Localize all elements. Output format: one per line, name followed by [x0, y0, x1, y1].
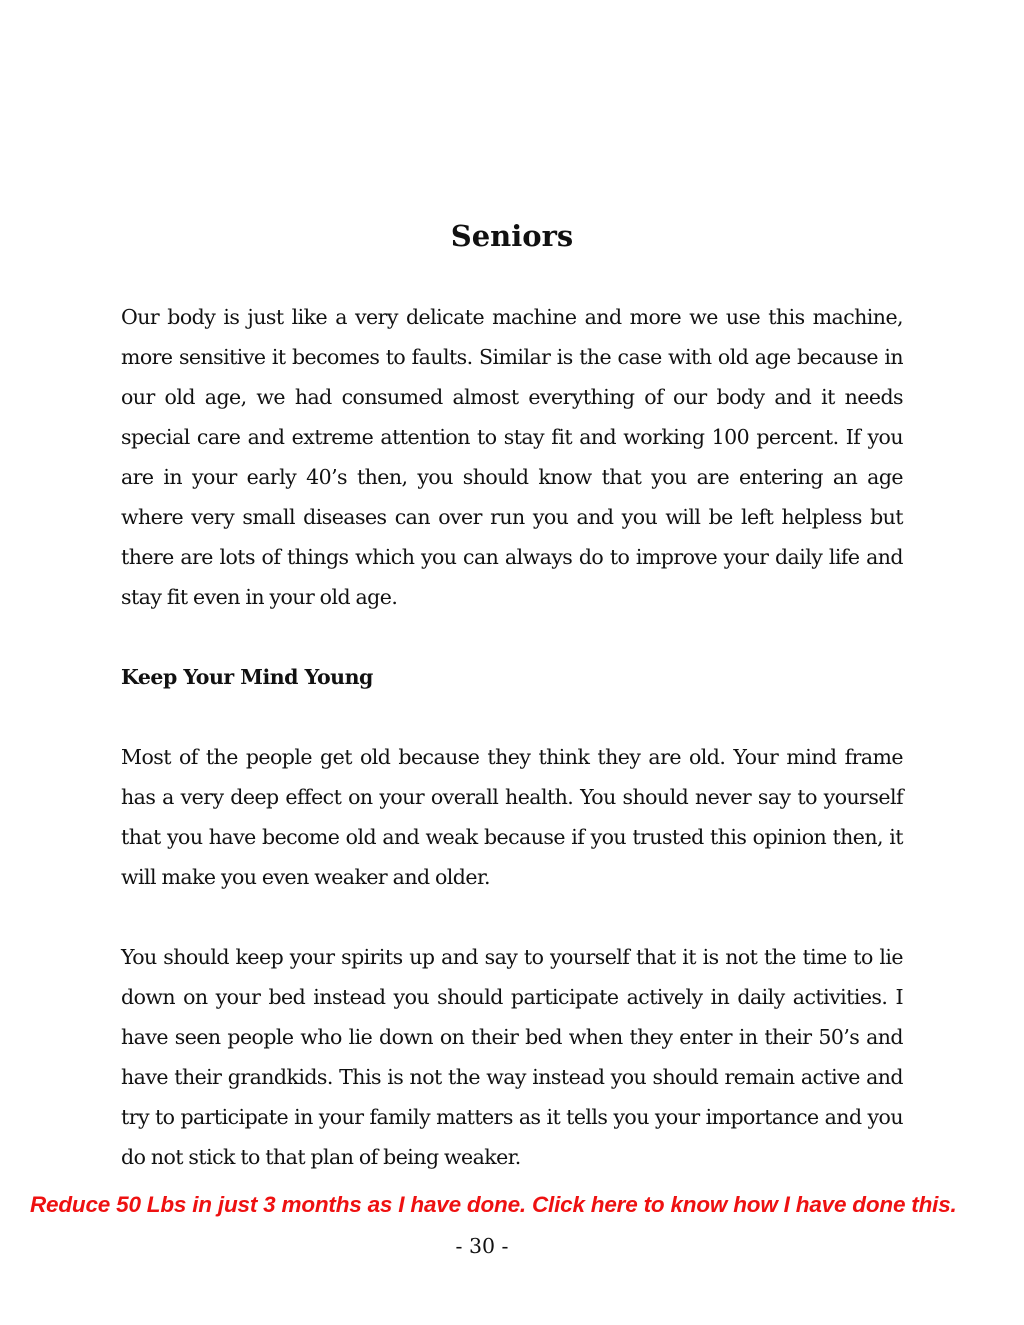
- section-heading: Keep Your Mind Young: [121, 665, 373, 689]
- body-paragraph: You should keep your spirits up and say to yourself that it is not the time to lie down on your bed instead you should participate actively in daily activities. I have seen people who lie down on their bed when they enter in their 50’s and have their grandkids. This is not the way instead you should remain active and try to participate in your family matters as it tells you your importance and you do not stick to that plan of being weaker.: [121, 945, 903, 1169]
- page-number: - 30 -: [455, 1234, 509, 1258]
- body-paragraph: Most of the people get old because they think they are old. Your mind frame has a very deep effect on your overall health. You should never say to yourself that you have become old and weak because if you trusted this opinion then, it will make you even weaker and older.: [121, 745, 903, 889]
- promo-link[interactable]: Reduce 50 Lbs in just 3 months as I have done. Click here to know how I have done this.: [30, 1192, 957, 1217]
- page-title: Seniors: [450, 219, 574, 253]
- body-paragraph: Our body is just like a very delicate machine and more we use this machine, more sensitive it becomes to faults. Similar is the case with old age because in our old age, we had consumed almost everything of our body and it needs special care and extreme attention to stay fit and working 100 percent. If you are in your early 40’s then, you should know that you are entering an age where very small diseases can over run you and you will be left helpless but there are lots of things which you can always do to improve your daily life and stay fit even in your old age.: [121, 305, 903, 609]
